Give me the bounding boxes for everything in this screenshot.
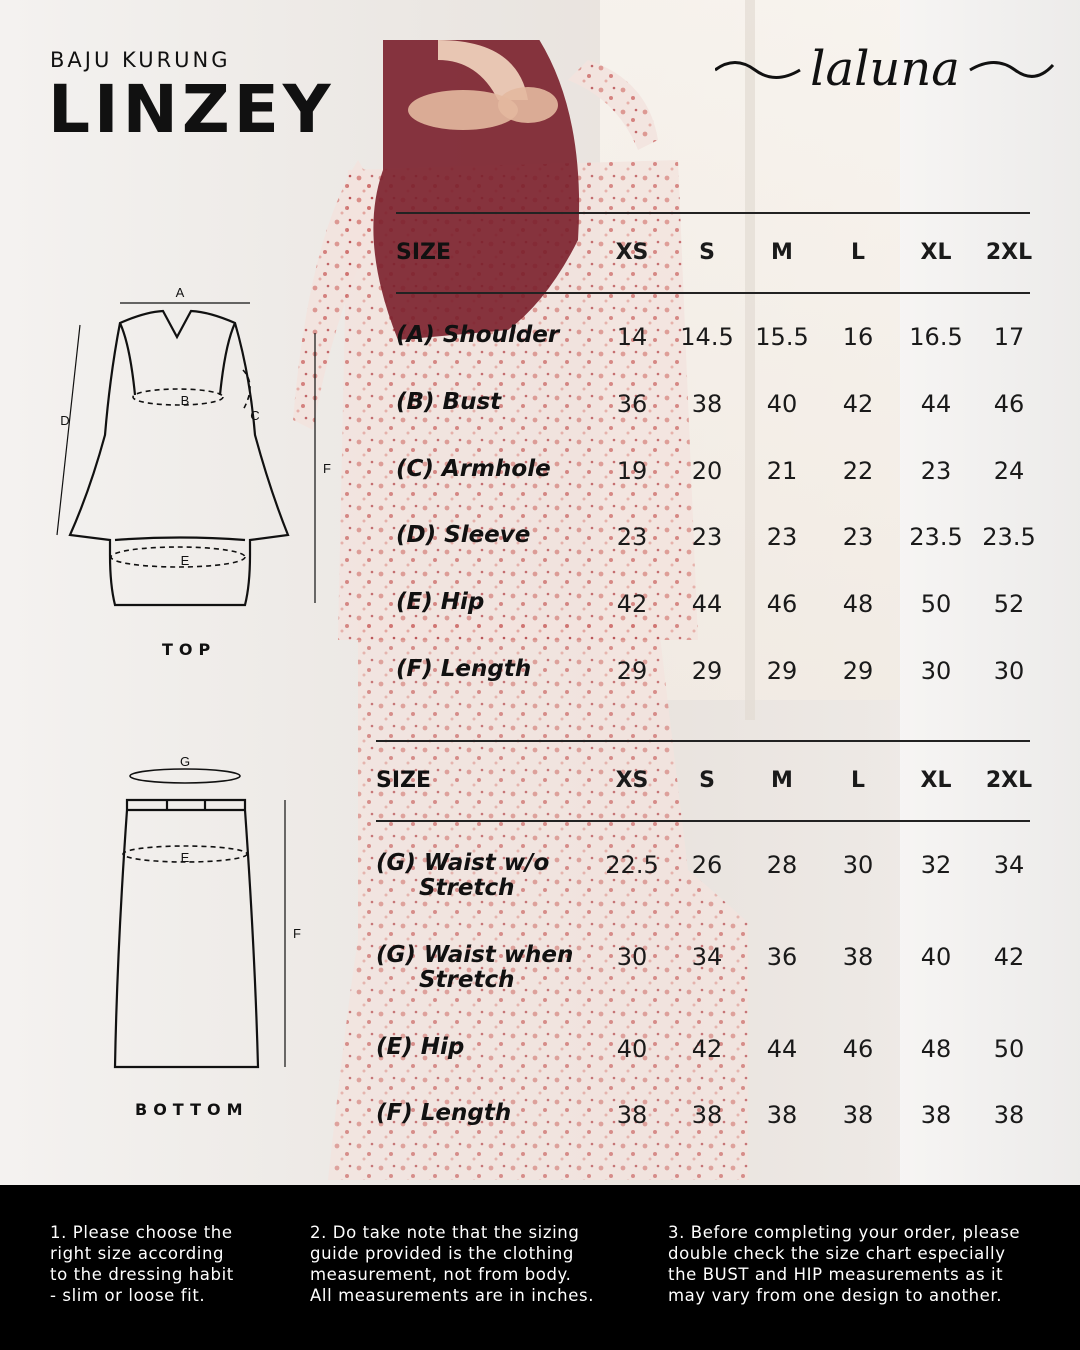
- table-cell: 26: [691, 851, 723, 879]
- table-cell: 44: [920, 390, 952, 418]
- marker-f-bottom: F: [293, 926, 301, 941]
- size-header: SIZE: [376, 768, 432, 793]
- row-label: (B) Bust: [396, 389, 502, 415]
- brand-name: laluna: [810, 41, 960, 97]
- marker-f: F: [323, 461, 331, 476]
- product-subtitle: BAJU KURUNG: [50, 48, 231, 72]
- size-s: S: [699, 768, 715, 793]
- bottom-table-top-rule: [376, 740, 1030, 742]
- table-cell: 22.5: [605, 851, 659, 879]
- table-cell: 38: [993, 1101, 1025, 1129]
- table-row: [396, 657, 1030, 697]
- table-cell: 38: [691, 1101, 723, 1129]
- marker-d: D: [60, 413, 70, 428]
- table-cell: 46: [842, 1035, 874, 1063]
- table-cell: 42: [691, 1035, 723, 1063]
- table-cell: 29: [842, 657, 874, 685]
- table-cell: 29: [691, 657, 723, 685]
- table-cell: 24: [993, 457, 1025, 485]
- size-m: M: [771, 768, 793, 793]
- table-cell: 14: [616, 323, 648, 351]
- bottom-table-header-rule: [376, 820, 1030, 822]
- bottom-diagram-caption: BOTTOM: [135, 1100, 249, 1119]
- table-cell: 42: [993, 943, 1025, 971]
- marker-e-bottom: E: [180, 850, 190, 865]
- marker-b: B: [180, 393, 190, 408]
- table-cell: 44: [766, 1035, 798, 1063]
- bottom-size-table: [376, 740, 1033, 1160]
- marker-e: E: [180, 553, 190, 568]
- marker-a: A: [175, 285, 185, 300]
- table-cell: 36: [616, 390, 648, 418]
- table-cell: 20: [691, 457, 723, 485]
- row-label-continued: Stretch: [419, 875, 515, 901]
- table-cell: 23: [920, 457, 952, 485]
- table-row: [396, 457, 1030, 497]
- row-label: (F) Length: [376, 1100, 512, 1126]
- table-cell: 23: [691, 523, 723, 551]
- size-xs: XS: [615, 240, 649, 265]
- table-cell: 48: [920, 1035, 952, 1063]
- row-label: (G) Waist when: [376, 942, 574, 968]
- size-xl: XL: [920, 240, 952, 265]
- size-2xl: 2XL: [985, 768, 1033, 793]
- product-title: LINZEY: [48, 71, 335, 148]
- table-cell: 38: [842, 1101, 874, 1129]
- size-s: S: [699, 240, 715, 265]
- table-cell: 29: [766, 657, 798, 685]
- table-cell: 34: [691, 943, 723, 971]
- table-cell: 44: [691, 590, 723, 618]
- table-cell: 48: [842, 590, 874, 618]
- table-cell: 40: [920, 943, 952, 971]
- top-table-top-rule: [396, 212, 1030, 214]
- table-cell: 50: [993, 1035, 1025, 1063]
- table-row: [396, 390, 1030, 430]
- table-cell: 38: [920, 1101, 952, 1129]
- marker-c: C: [250, 408, 260, 423]
- top-table-header: [396, 240, 1033, 280]
- size-l: L: [850, 240, 866, 265]
- row-label: (E) Hip: [376, 1034, 465, 1060]
- table-cell: 32: [920, 851, 952, 879]
- table-cell: 23: [766, 523, 798, 551]
- table-cell: 40: [766, 390, 798, 418]
- row-label: (F) Length: [396, 656, 532, 682]
- table-cell: 30: [842, 851, 874, 879]
- row-label: (C) Armhole: [396, 456, 551, 482]
- table-cell: 46: [993, 390, 1025, 418]
- table-cell: 38: [691, 390, 723, 418]
- table-row: [396, 522, 1036, 563]
- note-1: 1. Please choose the right size according to the dressing habit - slim or loose fit.: [50, 1223, 234, 1305]
- table-cell: 34: [993, 851, 1025, 879]
- note-2: 2. Do take note that the sizing guide provided is the clothing measurement, not from body. All measurements are in inches.: [310, 1223, 595, 1305]
- table-cell: 17: [993, 323, 1025, 351]
- table-cell: 30: [993, 657, 1025, 685]
- top-diagram-caption: TOP: [162, 640, 217, 659]
- size-2xl: 2XL: [985, 240, 1033, 265]
- table-cell: 15.5: [755, 323, 809, 351]
- table-cell: 46: [766, 590, 798, 618]
- table-row: [396, 323, 1030, 363]
- table-cell: 40: [616, 1035, 648, 1063]
- row-label-continued: Stretch: [419, 967, 515, 993]
- row-label: (G) Waist w/o: [376, 850, 550, 876]
- marker-g: G: [179, 754, 191, 769]
- table-cell: 36: [766, 943, 798, 971]
- table-cell: 23: [616, 523, 648, 551]
- table-cell: 14.5: [680, 323, 734, 351]
- table-cell: 19: [616, 457, 648, 485]
- size-xl: XL: [920, 768, 952, 793]
- table-cell: 23.5: [982, 523, 1036, 551]
- top-table-header-rule: [396, 292, 1030, 294]
- table-cell: 38: [766, 1101, 798, 1129]
- table-cell: 38: [842, 943, 874, 971]
- row-label: (D) Sleeve: [396, 522, 531, 548]
- table-cell: 52: [993, 590, 1025, 618]
- note-3: 3. Before completing your order, please double check the size chart especially the BUST and HIP measurements as it may vary from one design to another.: [668, 1223, 1021, 1305]
- top-garment-diagram: [45, 285, 345, 625]
- table-cell: 28: [766, 851, 798, 879]
- table-cell: 22: [842, 457, 874, 485]
- table-cell: 23: [842, 523, 874, 551]
- table-row: [376, 1035, 1030, 1075]
- table-cell: 50: [920, 590, 952, 618]
- bottom-garment-diagram: [95, 752, 315, 1082]
- table-cell: 42: [842, 390, 874, 418]
- table-cell: 23.5: [909, 523, 963, 551]
- table-cell: 30: [616, 943, 648, 971]
- table-cell: 16.5: [909, 323, 963, 351]
- brand-logo: [715, 25, 1055, 100]
- bottom-table-header: [376, 768, 1033, 808]
- table-cell: 21: [766, 457, 798, 485]
- row-label: (E) Hip: [396, 589, 485, 615]
- size-xs: XS: [615, 768, 649, 793]
- footer-notes: [0, 1185, 1080, 1350]
- size-l: L: [850, 768, 866, 793]
- size-header: SIZE: [396, 240, 452, 265]
- size-m: M: [771, 240, 793, 265]
- table-cell: 42: [616, 590, 648, 618]
- table-row: [376, 1101, 1030, 1141]
- table-row: [376, 942, 1030, 993]
- table-cell: 30: [920, 657, 952, 685]
- table-row: [376, 850, 1030, 901]
- table-cell: 38: [616, 1101, 648, 1129]
- table-row: [396, 590, 1030, 630]
- table-cell: 29: [616, 657, 648, 685]
- table-cell: 16: [842, 323, 874, 351]
- top-size-table: [396, 212, 1036, 712]
- row-label: (A) Shoulder: [396, 322, 560, 348]
